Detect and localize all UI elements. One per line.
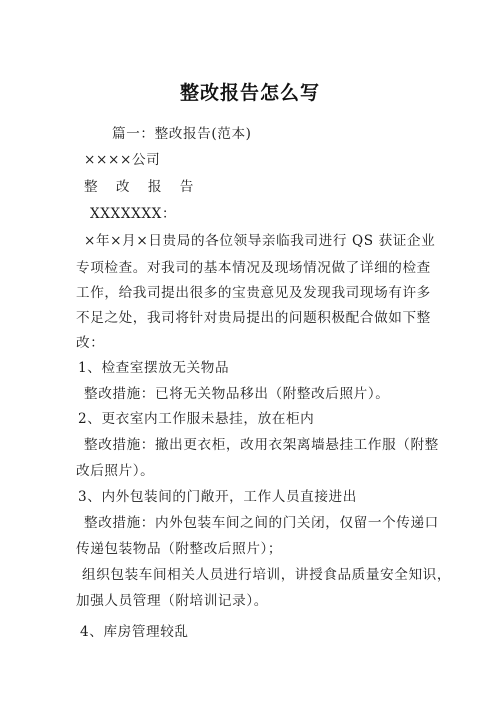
measure-line: 传递包装物品（附整改后照片）； (76, 541, 283, 557)
measure-line: 组织包装车间相关人员进行培训，讲授食品质量安全知识， (82, 567, 452, 583)
measure-line: 整改措施：撤出更衣柜，改用衣架离墙悬挂工作服（附整 (84, 437, 439, 453)
body-line: ×年×月×日贵局的各位领导亲临我司进行 QS 获证企业 (84, 233, 436, 249)
body-line: 不足之处，我司将针对贵局提出的问题积极配合做如下整 (76, 310, 431, 326)
measure-line: 整改措施：已将无关物品移出（附整改后照片）。 (84, 386, 390, 402)
body-line: 专项检查。对我司的基本情况及现场情况做了详细的检查 (76, 260, 431, 276)
item-heading-2: 2、更衣室内工作服未悬挂，放在柜内 (78, 411, 315, 427)
item-heading-4: 4、库房管理较乱 (80, 624, 189, 640)
document-title: 整改报告怎么写 (179, 82, 320, 104)
measure-line: 加强人员管理（附培训记录）。 (76, 593, 268, 609)
item-heading-3: 3、内外包装间的门敞开，工作人员直接进出 (78, 489, 357, 505)
company-line: ××××公司 (84, 152, 161, 168)
measure-line: 整改措施：内外包装车间之间的门关闭，仅留一个传递口 (84, 515, 439, 531)
body-line: 工作，给我司提出很多的宝贵意见及发现我司现场有许多 (76, 285, 431, 301)
body-line: 改： (76, 335, 105, 351)
subtitle-line: 篇一：整改报告(范本) (112, 126, 252, 142)
addressee-line: XXXXXXX： (90, 206, 177, 222)
report-heading: 整 改 报 告 (84, 179, 201, 195)
measure-line: 改后照片）。 (76, 463, 155, 479)
item-heading-1: 1、检查室摆放无关物品 (78, 360, 230, 376)
